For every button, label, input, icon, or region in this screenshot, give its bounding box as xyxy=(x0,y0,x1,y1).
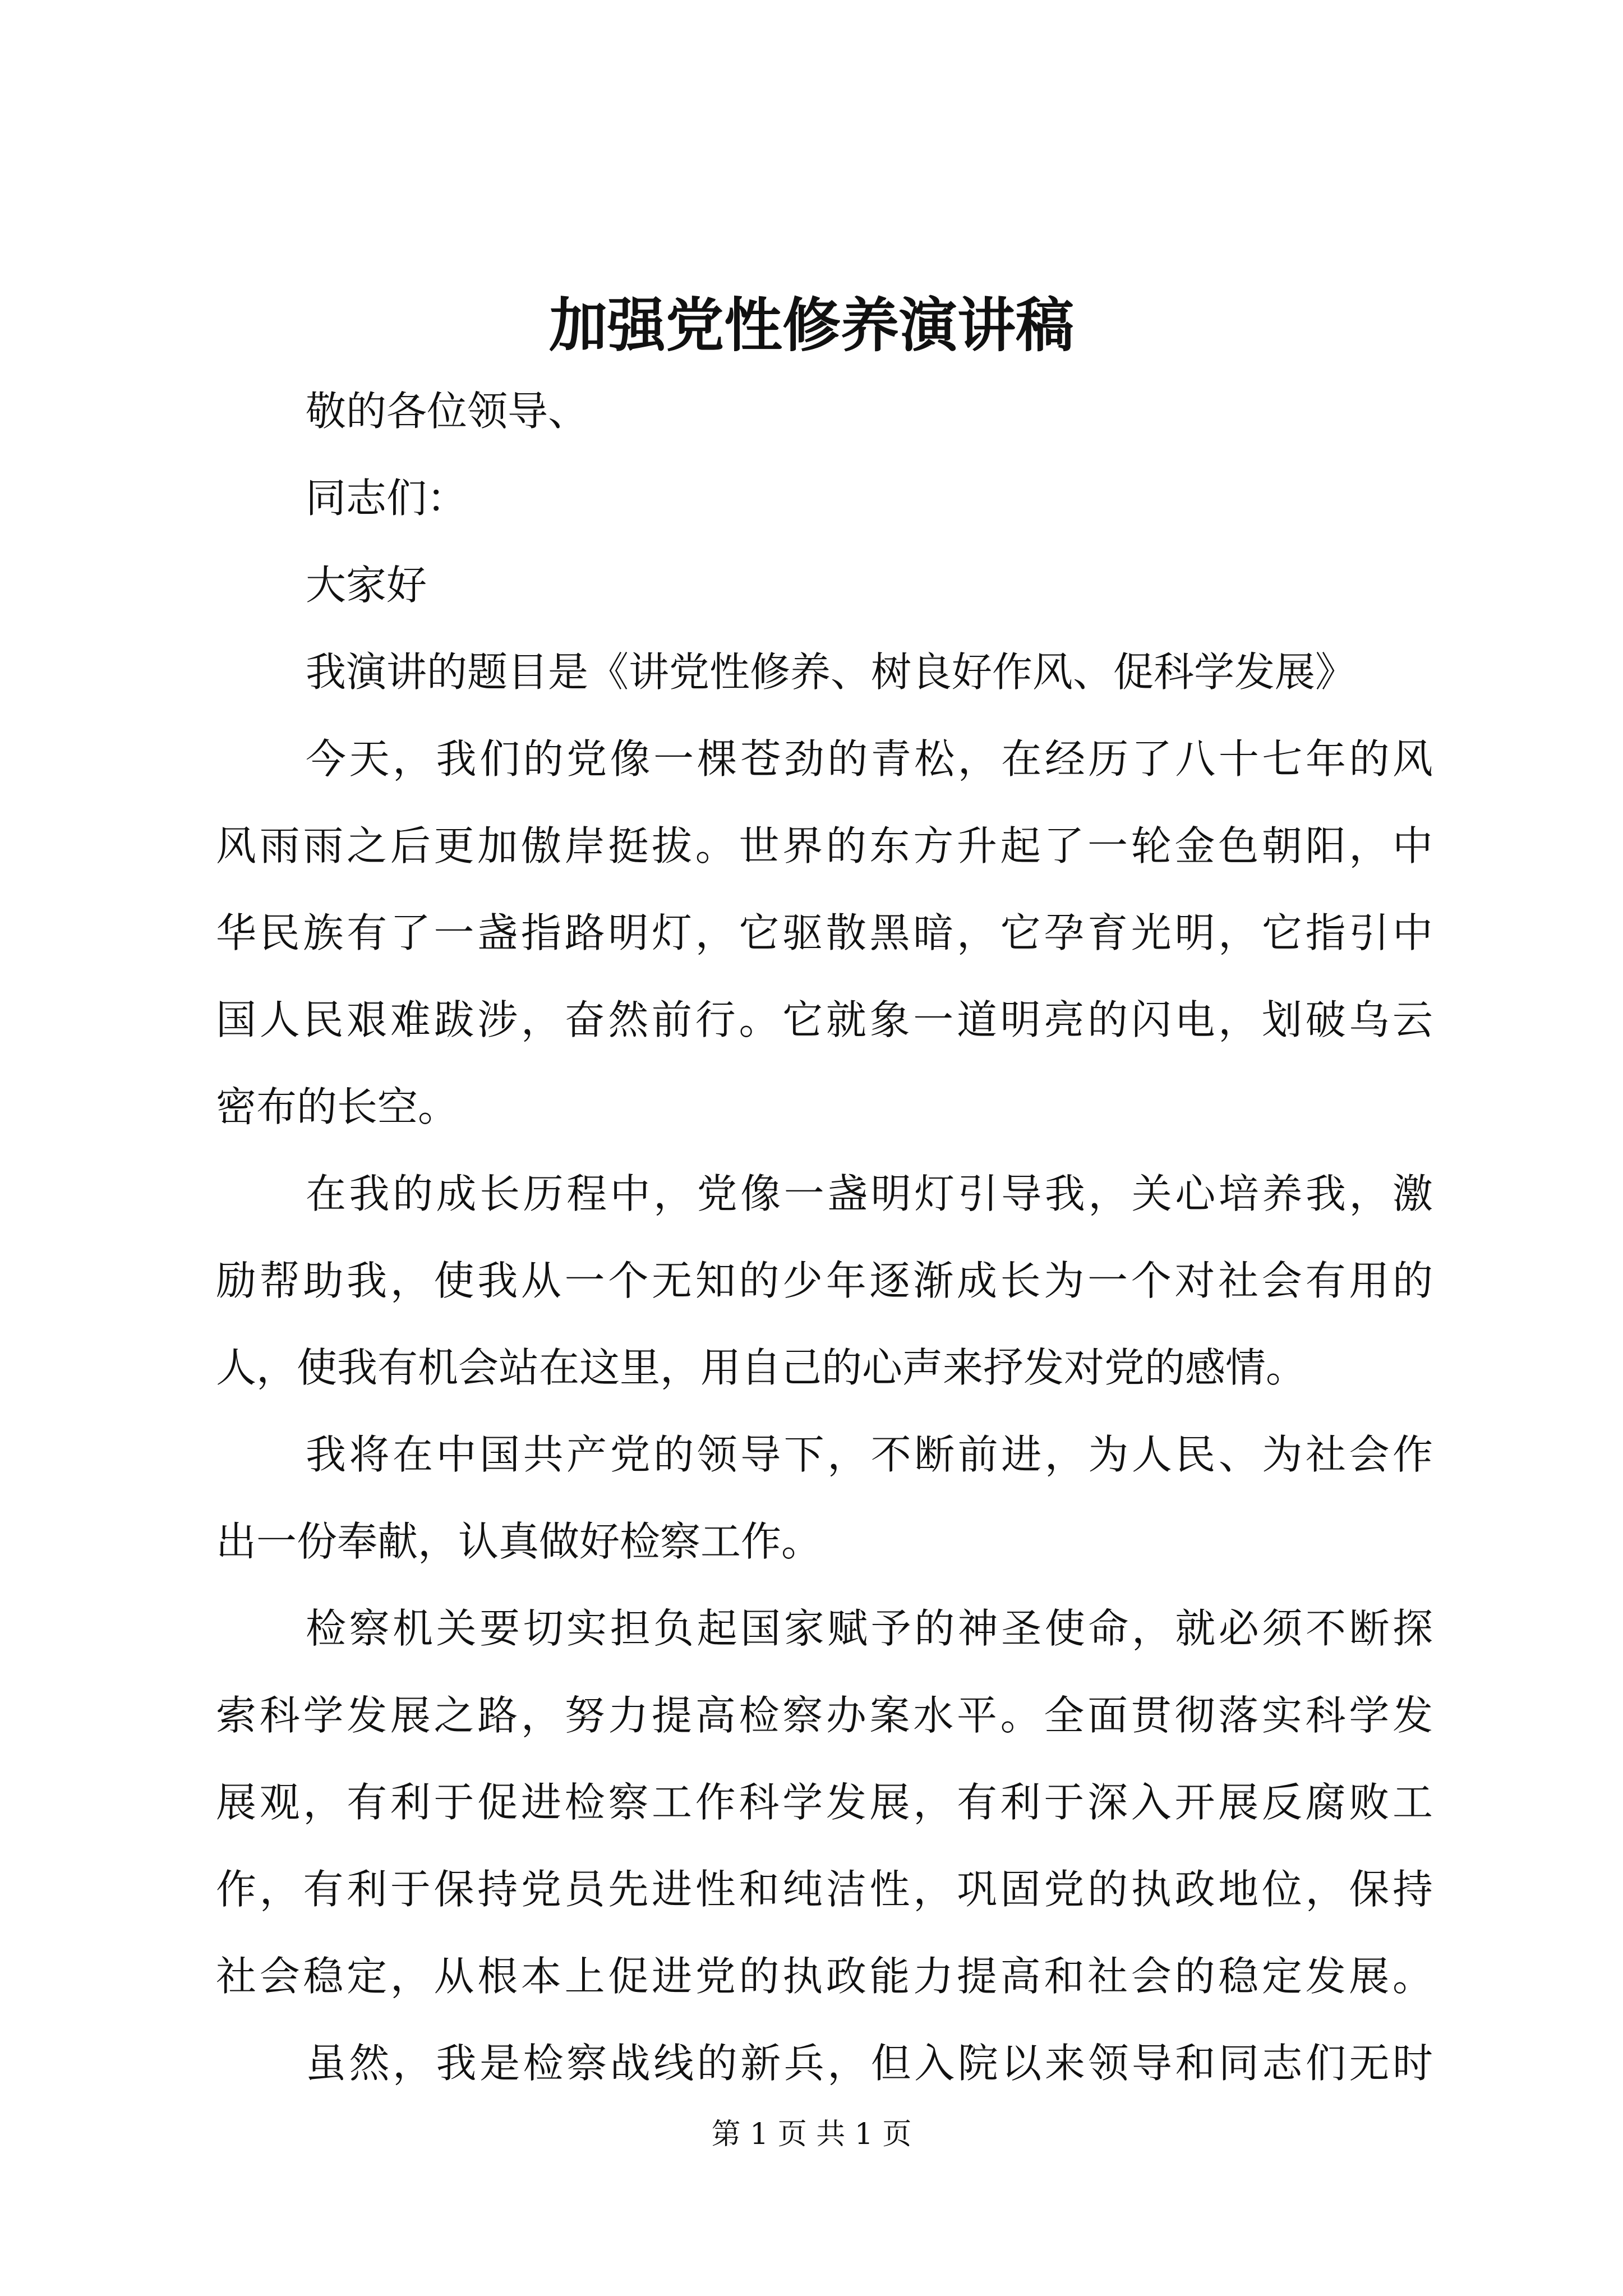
paragraph-line: 虽然，我是检察战线的新兵，但入院以来领导和同志们无时 xyxy=(306,2040,1433,2087)
paragraph-line: 国人民艰难跋涉，奋然前行。它就象一道明亮的闪电，划破乌云 xyxy=(216,996,1433,1043)
salutation-line: 敬的各位领导、 xyxy=(306,388,589,435)
paragraph-line: 索科学发展之路，努力提高检察办案水平。全面贯彻落实科学发 xyxy=(216,1692,1433,1739)
speech-topic-line: 我演讲的题目是《讲党性修养、树良好作风、促科学发展》 xyxy=(306,648,1356,696)
paragraph-line: 作，有利于保持党员先进性和纯洁性，巩固党的执政地位，保持 xyxy=(216,1866,1433,1913)
paragraph-line: 密布的长空。 xyxy=(216,1083,459,1130)
paragraph-line: 励帮助我，使我从一个无知的少年逐渐成长为一个对社会有用的 xyxy=(216,1257,1433,1304)
salutation-line: 同志们： xyxy=(306,475,468,522)
page-number-footer: 第 1 页 共 1 页 xyxy=(711,2118,912,2151)
paragraph-line: 华民族有了一盏指路明灯，它驱散黑暗，它孕育光明，它指引中 xyxy=(216,909,1433,956)
document-title: 加强党性修养演讲稿 xyxy=(548,291,1074,360)
paragraph-line: 出一份奉献，认真做好检察工作。 xyxy=(216,1518,822,1565)
paragraph-line: 展观，有利于促进检察工作科学发展，有利于深入开展反腐败工 xyxy=(216,1779,1433,1826)
paragraph-line: 社会稳定，从根本上促进党的执政能力提高和社会的稳定发展。 xyxy=(216,1953,1433,2000)
paragraph-line: 在我的成长历程中，党像一盏明灯引导我，关心培养我，激 xyxy=(306,1170,1433,1217)
paragraph-line: 我将在中国共产党的领导下，不断前进，为人民、为社会作 xyxy=(306,1431,1433,1478)
paragraph-line: 风雨雨之后更加傲岸挺拔。世界的东方升起了一轮金色朝阳，中 xyxy=(216,822,1433,869)
paragraph-line: 检察机关要切实担负起国家赋予的神圣使命，就必须不断探 xyxy=(306,1605,1433,1652)
paragraph-line: 今天，我们的党像一棵苍劲的青松，在经历了八十七年的风 xyxy=(306,735,1433,783)
greeting-line: 大家好 xyxy=(306,562,427,609)
paragraph-line: 人，使我有机会站在这里，用自己的心声来抒发对党的感情。 xyxy=(216,1344,1307,1391)
